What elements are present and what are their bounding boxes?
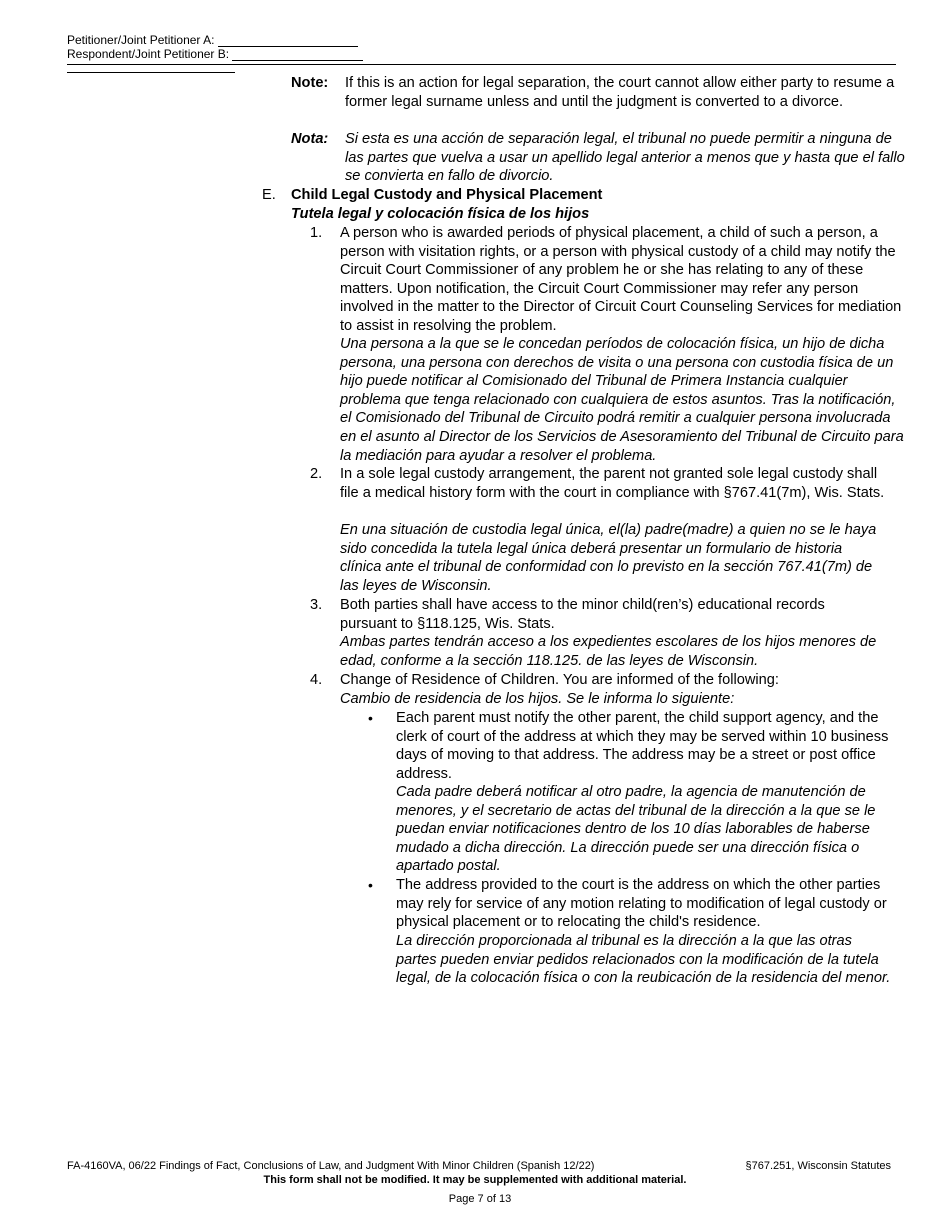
respondent-line	[67, 47, 363, 61]
bullet-1-marker: •	[368, 710, 373, 726]
note-label: Note:	[291, 75, 329, 91]
respondent-label: Respondent/Joint Petitioner B:	[67, 47, 230, 61]
item-3-number: 3.	[310, 597, 323, 613]
note-text: If this is an action for legal separation, the court cannot allow either party to resume a former legal surname unless and until the judgment is converted to a divorce.	[345, 75, 895, 110]
item-4-text: Change of Residence of Children. You are informed of the following:	[340, 672, 779, 688]
item-2-text: In a sole legal custody arrangement, the parent not granted sole legal custody shall file a medical history form with the court in compliance with §767.41(7m), Wis. Stats.	[340, 466, 885, 501]
bullet-1-text: Each parent must notify the other parent, the child support agency, and the clerk of court of the address at which they may be served within 10 business days of moving to that address. The address may be a street or post office address.	[396, 710, 889, 782]
bullet-2-text: The address provided to the court is the address on which the other parties may rely for service of any motion relating to modification of legal custody or physical placement or to relocating the child's residence.	[396, 877, 887, 931]
footer-notice: This form shall not be modified. It may be supplemented with additional material.	[263, 1174, 687, 1186]
petitioner-name-field[interactable]	[218, 34, 358, 47]
nota-text: Si esta es una acción de separación legal, el tribunal no puede permitir a ninguna de las partes que vuelva a usar un apellido legal anterior a menos que y hasta que el fallo se convierta en fallo de divorcio.	[345, 131, 905, 185]
section-e-title: Child Legal Custody and Physical Placement	[291, 187, 603, 203]
header-rule	[67, 64, 896, 65]
footer-form-id: FA-4160VA, 06/22 Findings of Fact, Conclusions of Law, and Judgment With Minor Children (Spanish 12/22)	[67, 1160, 595, 1172]
bullet-2-marker: •	[368, 877, 373, 893]
footer-statute: §767.251, Wisconsin Statutes	[745, 1160, 891, 1172]
item-1-text-es: Una persona a la que se le concedan períodos de colocación física, un hijo de dicha persona, una persona con derechos de visita o una persona con custodia física de un hijo puede notificar al Comisionado del Tribunal de Primera Instancia cualquier problema que tenga relacionado con cualquiera de estos asuntos. Tras la notificación, el Comisionado del Tribunal de Circuito podrá remitir a cualquier persona involucrada en el asunto al Director de los Servicios de Asesoramiento del Tribunal de Circuito para la mediación para ayudar a resolver el problema.	[340, 336, 904, 464]
header-short-rule	[67, 72, 235, 73]
petitioner-line	[67, 33, 358, 47]
section-e-title-es: Tutela legal y colocación física de los hijos	[291, 206, 590, 222]
item-3-text-es: Ambas partes tendrán acceso a los expedientes escolares de los hijos menores de edad, conforme a la sección 118.125. de las leyes de Wisconsin.	[340, 634, 877, 669]
respondent-name-field[interactable]	[232, 48, 363, 61]
bullet-2-text-es: La dirección proporcionada al tribunal es la dirección a la que las otras partes pueden enviar pedidos relacionados con la modificación de la tutela legal, de la colocación física o con la reubicación de la residencia del menor.	[396, 933, 891, 987]
item-1-text: A person who is awarded periods of physical placement, a child of such a person, a person with visitation rights, or a person with physical custody of a child may notify the Circuit Court Commissioner of any problem he or she has relating to any of these matters. Upon notification, the Circuit Court Commissioner may refer any person involved in the matter to the Director of Circuit Court Counseling Services for mediation to assist in resolving the problem.	[340, 225, 902, 334]
nota-label: Nota:	[291, 131, 329, 147]
item-4-number: 4.	[310, 672, 323, 688]
page-number: Page 7 of 13	[448, 1193, 512, 1205]
petitioner-label: Petitioner/Joint Petitioner A:	[67, 33, 215, 47]
bullet-1-text-es: Cada padre deberá notificar al otro padre, la agencia de manutención de menores, y el secretario de actas del tribunal de la dirección a la que se le puedan enviar notificaciones dentro de los 10 días laborables de haberse mudado a dicha dirección. La dirección puede ser una dirección física o apartado postal.	[396, 784, 876, 875]
item-4-text-es: Cambio de residencia de los hijos. Se le informa lo siguiente:	[340, 691, 735, 707]
item-3-text: Both parties shall have access to the minor child(ren’s) educational records pursuant to §118.125, Wis. Stats.	[340, 597, 825, 632]
section-e-letter: E.	[262, 187, 276, 203]
item-2-number: 2.	[310, 466, 323, 482]
item-2-text-es: En una situación de custodia legal única, el(la) padre(madre) a quien no se le haya sido concedida la tutela legal única deberá presentar un formulario de historia clínica ante el tribunal de conformidad con lo previsto en la sección 767.41(7m) de las leyes de Wisconsin.	[340, 522, 877, 594]
item-1-number: 1.	[310, 225, 323, 241]
